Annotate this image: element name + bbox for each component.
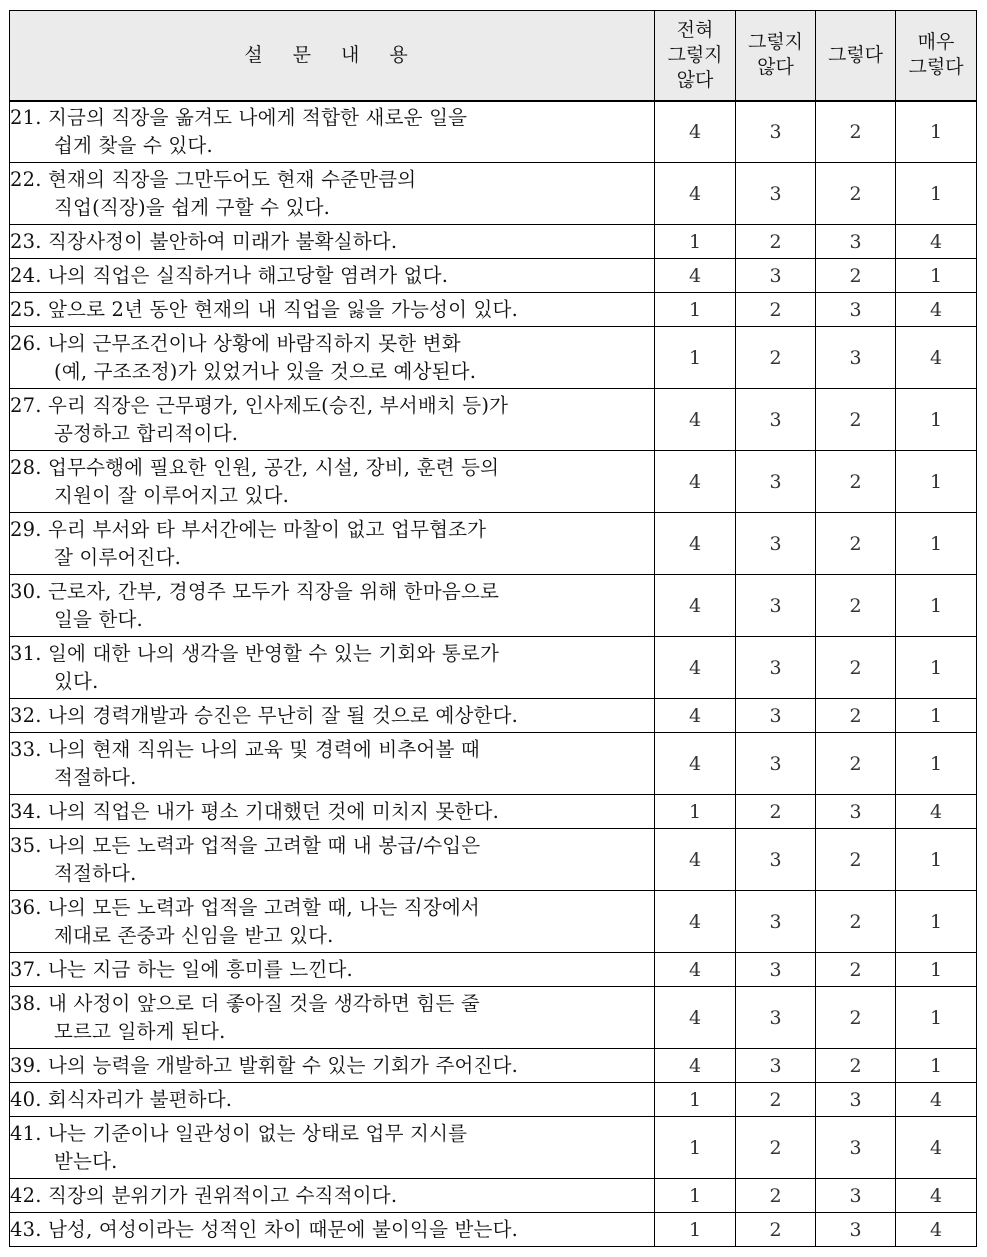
score-agree: 2 xyxy=(816,389,896,451)
score-strongly-agree: 1 xyxy=(896,513,977,575)
score-disagree: 3 xyxy=(736,575,816,637)
score-strongly-agree: 1 xyxy=(896,953,977,987)
score-strongly-agree: 4 xyxy=(896,1117,977,1179)
score-strongly-disagree: 4 xyxy=(655,513,736,575)
score-strongly-disagree: 1 xyxy=(655,327,736,389)
score-disagree: 3 xyxy=(736,637,816,699)
score-strongly-disagree: 4 xyxy=(655,953,736,987)
score-agree: 2 xyxy=(816,637,896,699)
score-agree: 2 xyxy=(816,163,896,225)
score-strongly-agree: 4 xyxy=(896,795,977,829)
score-agree: 2 xyxy=(816,891,896,953)
question-text xyxy=(10,163,655,225)
question-row xyxy=(10,795,977,829)
score-strongly-agree: 4 xyxy=(896,327,977,389)
score-disagree: 3 xyxy=(736,699,816,733)
question-text xyxy=(10,1083,655,1117)
question-text xyxy=(10,1213,655,1247)
question-row xyxy=(10,575,977,637)
score-strongly-agree: 1 xyxy=(896,575,977,637)
question-line: 34. 나의 직업은 내가 평소 기대했던 것에 미치지 못한다. xyxy=(10,799,499,823)
score-strongly-disagree: 4 xyxy=(655,637,736,699)
question-row xyxy=(10,733,977,795)
score-strongly-agree: 1 xyxy=(896,1049,977,1083)
score-disagree: 3 xyxy=(736,1049,816,1083)
question-text xyxy=(10,327,655,389)
score-disagree: 3 xyxy=(736,389,816,451)
question-row xyxy=(10,699,977,733)
score-disagree: 2 xyxy=(736,1213,816,1247)
score-strongly-disagree: 1 xyxy=(655,795,736,829)
question-line: 40. 회식자리가 불편하다. xyxy=(10,1087,233,1111)
question-continuation-line: 있다. xyxy=(54,669,99,693)
score-agree: 3 xyxy=(816,1117,896,1179)
score-agree: 3 xyxy=(816,1083,896,1117)
score-agree: 2 xyxy=(816,699,896,733)
score-strongly-agree: 4 xyxy=(896,293,977,327)
score-strongly-disagree: 1 xyxy=(655,1083,736,1117)
score-disagree: 3 xyxy=(736,987,816,1049)
question-continuation-line: 적절하다. xyxy=(54,861,137,885)
score-agree: 2 xyxy=(816,575,896,637)
question-row xyxy=(10,327,977,389)
survey-table xyxy=(9,10,977,1247)
score-disagree: 2 xyxy=(736,327,816,389)
question-text xyxy=(10,575,655,637)
score-agree: 3 xyxy=(816,327,896,389)
score-strongly-agree: 4 xyxy=(896,225,977,259)
question-text xyxy=(10,733,655,795)
question-row xyxy=(10,101,977,163)
score-strongly-agree: 4 xyxy=(896,1179,977,1213)
question-line: 41. 나는 기준이나 일관성이 없는 상태로 업무 지시를 xyxy=(10,1121,468,1145)
question-text xyxy=(10,1179,655,1213)
score-agree: 2 xyxy=(816,829,896,891)
question-line: 28. 업무수행에 필요한 인원, 공간, 시설, 장비, 훈련 등의 xyxy=(10,455,500,479)
score-strongly-disagree: 4 xyxy=(655,389,736,451)
score-strongly-disagree: 4 xyxy=(655,259,736,293)
question-text xyxy=(10,225,655,259)
score-strongly-agree: 1 xyxy=(896,163,977,225)
score-agree: 3 xyxy=(816,795,896,829)
question-line: 36. 나의 모든 노력과 업적을 고려할 때, 나는 직장에서 xyxy=(10,895,480,919)
question-continuation-line: (예, 구조조정)가 있었거나 있을 것으로 예상된다. xyxy=(54,359,477,383)
score-strongly-agree: 1 xyxy=(896,733,977,795)
question-text xyxy=(10,1117,655,1179)
score-strongly-agree: 1 xyxy=(896,829,977,891)
score-strongly-disagree: 4 xyxy=(655,699,736,733)
score-agree: 3 xyxy=(816,1213,896,1247)
score-strongly-agree: 1 xyxy=(896,259,977,293)
question-line: 32. 나의 경력개발과 승진은 무난히 잘 될 것으로 예상한다. xyxy=(10,703,519,727)
question-row xyxy=(10,259,977,293)
score-strongly-disagree: 1 xyxy=(655,1179,736,1213)
score-disagree: 3 xyxy=(736,163,816,225)
question-row xyxy=(10,1117,977,1179)
score-disagree: 3 xyxy=(736,513,816,575)
question-line: 42. 직장의 분위기가 권위적이고 수직적이다. xyxy=(10,1183,398,1207)
question-continuation-line: 일을 한다. xyxy=(54,607,143,631)
question-line: 21. 지금의 직장을 옮겨도 나에게 적합한 새로운 일을 xyxy=(10,105,468,129)
score-strongly-disagree: 4 xyxy=(655,575,736,637)
score-agree: 2 xyxy=(816,513,896,575)
score-strongly-disagree: 4 xyxy=(655,987,736,1049)
score-disagree: 3 xyxy=(736,829,816,891)
score-disagree: 3 xyxy=(736,953,816,987)
score-strongly-agree: 1 xyxy=(896,637,977,699)
score-disagree: 2 xyxy=(736,1117,816,1179)
question-text xyxy=(10,389,655,451)
header-strongly-disagree xyxy=(655,11,736,101)
score-strongly-agree: 1 xyxy=(896,451,977,513)
header-disagree xyxy=(736,11,816,101)
question-row xyxy=(10,293,977,327)
question-continuation-line: 잘 이루어진다. xyxy=(54,545,182,569)
question-row xyxy=(10,891,977,953)
question-text xyxy=(10,699,655,733)
score-agree: 3 xyxy=(816,293,896,327)
question-line: 27. 우리 직장은 근무평가, 인사제도(승진, 부서배치 등)가 xyxy=(10,393,509,417)
question-row xyxy=(10,987,977,1049)
score-strongly-disagree: 4 xyxy=(655,733,736,795)
question-line: 38. 내 사정이 앞으로 더 좋아질 것을 생각하면 힘든 줄 xyxy=(10,991,480,1015)
question-line: 39. 나의 능력을 개발하고 발휘할 수 있는 기회가 주어진다. xyxy=(10,1053,519,1077)
question-text xyxy=(10,891,655,953)
score-disagree: 2 xyxy=(736,293,816,327)
score-strongly-disagree: 1 xyxy=(655,225,736,259)
question-continuation-line: 제대로 존중과 신임을 받고 있다. xyxy=(54,923,334,947)
score-strongly-agree: 1 xyxy=(896,699,977,733)
question-text xyxy=(10,513,655,575)
question-row xyxy=(10,513,977,575)
question-continuation-line: 받는다. xyxy=(54,1149,118,1173)
score-disagree: 3 xyxy=(736,891,816,953)
score-strongly-disagree: 4 xyxy=(655,829,736,891)
score-disagree: 3 xyxy=(736,733,816,795)
score-agree: 2 xyxy=(816,101,896,163)
question-row xyxy=(10,1083,977,1117)
question-line: 25. 앞으로 2년 동안 현재의 내 직업을 잃을 가능성이 있다. xyxy=(10,297,518,321)
question-row xyxy=(10,1213,977,1247)
survey-body xyxy=(10,101,977,1247)
score-agree: 2 xyxy=(816,987,896,1049)
question-row xyxy=(10,225,977,259)
score-strongly-disagree: 4 xyxy=(655,451,736,513)
question-text xyxy=(10,829,655,891)
question-text xyxy=(10,1049,655,1083)
question-line: 23. 직장사정이 불안하여 미래가 불확실하다. xyxy=(10,229,398,253)
question-line: 43. 남성, 여성이라는 성적인 차이 때문에 불이익을 받는다. xyxy=(10,1217,519,1241)
question-row xyxy=(10,163,977,225)
header-strongly-agree-line: 매우 xyxy=(917,31,955,54)
question-row xyxy=(10,1049,977,1083)
score-strongly-disagree: 1 xyxy=(655,1213,736,1247)
score-strongly-agree: 1 xyxy=(896,987,977,1049)
question-text xyxy=(10,987,655,1049)
header-strongly-disagree-line: 않다 xyxy=(676,68,714,91)
score-agree: 3 xyxy=(816,1179,896,1213)
score-disagree: 2 xyxy=(736,1179,816,1213)
question-line: 24. 나의 직업은 실직하거나 해고당할 염려가 없다. xyxy=(10,263,449,287)
score-strongly-disagree: 4 xyxy=(655,101,736,163)
header-disagree-line: 그렇지 xyxy=(747,31,804,54)
score-strongly-disagree: 4 xyxy=(655,163,736,225)
question-line: 31. 일에 대한 나의 생각을 반영할 수 있는 기회와 통로가 xyxy=(10,641,499,665)
score-strongly-agree: 1 xyxy=(896,389,977,451)
score-strongly-disagree: 1 xyxy=(655,1117,736,1179)
question-text xyxy=(10,637,655,699)
question-continuation-line: 모르고 일하게 된다. xyxy=(54,1019,226,1043)
question-row xyxy=(10,451,977,513)
score-agree: 2 xyxy=(816,953,896,987)
header-strongly-agree-line: 그렇다 xyxy=(908,56,964,79)
score-disagree: 2 xyxy=(736,225,816,259)
question-continuation-line: 쉽게 찾을 수 있다. xyxy=(54,133,213,157)
question-row xyxy=(10,389,977,451)
score-agree: 3 xyxy=(816,225,896,259)
header-row xyxy=(10,11,977,101)
question-text xyxy=(10,795,655,829)
question-text xyxy=(10,101,655,163)
question-text xyxy=(10,451,655,513)
question-line: 30. 근로자, 간부, 경영주 모두가 직장을 위해 한마음으로 xyxy=(10,579,499,603)
score-strongly-agree: 4 xyxy=(896,1083,977,1117)
score-strongly-disagree: 4 xyxy=(655,1049,736,1083)
question-row xyxy=(10,953,977,987)
score-strongly-agree: 1 xyxy=(896,891,977,953)
question-line: 37. 나는 지금 하는 일에 흥미를 느낀다. xyxy=(10,957,353,981)
header-disagree-line: 않다 xyxy=(757,56,794,79)
score-strongly-disagree: 1 xyxy=(655,293,736,327)
question-continuation-line: 공정하고 합리적이다. xyxy=(54,421,239,445)
question-line: 26. 나의 근무조건이나 상황에 바람직하지 못한 변화 xyxy=(10,331,461,355)
question-continuation-line: 적절하다. xyxy=(54,765,137,789)
score-disagree: 3 xyxy=(736,101,816,163)
question-line: 33. 나의 현재 직위는 나의 교육 및 경력에 비추어볼 때 xyxy=(10,737,480,761)
score-strongly-agree: 4 xyxy=(896,1213,977,1247)
header-strongly-disagree-line: 전혀 xyxy=(676,18,714,41)
question-continuation-line: 직업(직장)을 쉽게 구할 수 있다. xyxy=(54,195,331,219)
header-strongly-agree xyxy=(896,11,977,101)
header-agree: 그렇다 xyxy=(816,11,896,101)
score-strongly-agree: 1 xyxy=(896,101,977,163)
score-agree: 2 xyxy=(816,451,896,513)
header-strongly-disagree-line: 그렇지 xyxy=(667,43,723,66)
question-text xyxy=(10,293,655,327)
question-text xyxy=(10,259,655,293)
score-agree: 2 xyxy=(816,733,896,795)
header-question: 설 문 내 용 xyxy=(10,11,655,101)
question-row xyxy=(10,637,977,699)
question-continuation-line: 지원이 잘 이루어지고 있다. xyxy=(54,483,290,507)
score-disagree: 3 xyxy=(736,259,816,293)
score-disagree: 2 xyxy=(736,795,816,829)
score-disagree: 3 xyxy=(736,451,816,513)
question-text xyxy=(10,953,655,987)
score-agree: 2 xyxy=(816,259,896,293)
question-line: 22. 현재의 직장을 그만두어도 현재 수준만큼의 xyxy=(10,167,417,191)
question-line: 35. 나의 모든 노력과 업적을 고려할 때 내 봉급/수입은 xyxy=(10,833,481,857)
question-row xyxy=(10,1179,977,1213)
question-row xyxy=(10,829,977,891)
question-line: 29. 우리 부서와 타 부서간에는 마찰이 없고 업무협조가 xyxy=(10,517,487,541)
score-strongly-disagree: 4 xyxy=(655,891,736,953)
score-agree: 2 xyxy=(816,1049,896,1083)
score-disagree: 2 xyxy=(736,1083,816,1117)
